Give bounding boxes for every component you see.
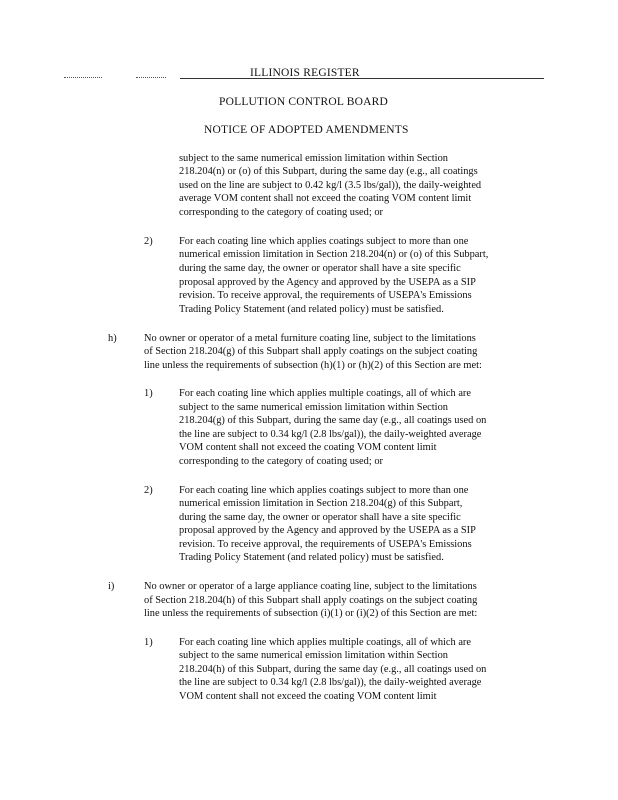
text-line: used on the line are subject to 0.42 kg/l (3.5 lbs/gal)), the daily-weighted xyxy=(179,180,482,191)
item-marker: 2) xyxy=(144,485,153,496)
register-title: ILLINOIS REGISTER xyxy=(250,67,360,79)
text-line: corresponding to the category of coating used; or xyxy=(179,207,383,218)
text-line: during the same day, the owner or operator shall have a site specific xyxy=(179,512,461,523)
text-line: corresponding to the category of coating used; or xyxy=(179,456,383,467)
text-line: For each coating line which applies coatings subject to more than one xyxy=(179,485,469,496)
text-line: proposal approved by the Agency and approved by the USEPA as a SIP xyxy=(179,277,476,288)
text-line: 218.204(h) of this Subpart, during the same day (e.g., all coatings used on xyxy=(179,664,487,675)
text-line: Trading Policy Statement (and related policy) must be satisfied. xyxy=(179,552,444,563)
text-line: during the same day, the owner or operator shall have a site specific xyxy=(179,263,461,274)
text-line: subject to the same numerical emission limitation within Section xyxy=(179,153,448,164)
scan-mark-middle xyxy=(136,77,166,78)
text-line: of Section 218.204(g) of this Subpart shall apply coatings on the subject coating xyxy=(144,346,478,357)
text-line: Trading Policy Statement (and related policy) must be satisfied. xyxy=(179,304,444,315)
text-line: subject to the same numerical emission limitation within Section xyxy=(179,402,448,413)
text-line: 218.204(g) of this Subpart, during the same day (e.g., all coatings used on xyxy=(179,415,487,426)
scan-mark-left xyxy=(64,77,102,78)
text-line: numerical emission limitation in Section 218.204(n) or (o) of this Subpart, xyxy=(179,249,489,260)
item-marker: i) xyxy=(108,581,115,592)
text-line: No owner or operator of a large appliance coating line, subject to the limitations xyxy=(144,581,477,592)
text-line: revision. To receive approval, the requirements of USEPA's Emissions xyxy=(179,290,472,301)
board-title: POLLUTION CONTROL BOARD xyxy=(219,96,389,108)
text-line: line unless the requirements of subsection (i)(1) or (i)(2) of this Section are met: xyxy=(144,608,478,619)
text-line: of Section 218.204(h) of this Subpart shall apply coatings on the subject coating xyxy=(144,595,478,606)
item-marker: h) xyxy=(108,333,117,344)
text-line: the line are subject to 0.34 kg/l (2.8 lbs/gal)), the daily-weighted average xyxy=(179,677,482,688)
text-line: For each coating line which applies multiple coatings, all of which are xyxy=(179,637,472,648)
notice-title: NOTICE OF ADOPTED AMENDMENTS xyxy=(204,124,409,136)
text-line: the line are subject to 0.34 kg/l (2.8 lbs/gal)), the daily-weighted average xyxy=(179,429,482,440)
text-line: VOM content shall not exceed the coating VOM content limit xyxy=(179,691,437,702)
text-line: numerical emission limitation in Section 218.204(g) of this Subpart, xyxy=(179,498,463,509)
text-line: average VOM content shall not exceed the coating VOM content limit xyxy=(179,193,472,204)
text-line: subject to the same numerical emission limitation within Section xyxy=(179,650,448,661)
text-line: For each coating line which applies multiple coatings, all of which are xyxy=(179,388,472,399)
text-line: For each coating line which applies coatings subject to more than one xyxy=(179,236,469,247)
item-marker: 2) xyxy=(144,236,153,247)
header-rule xyxy=(180,78,544,79)
item-marker: 1) xyxy=(144,388,153,399)
text-line: 218.204(n) or (o) of this Subpart, during the same day (e.g., all coatings xyxy=(179,166,478,177)
text-line: line unless the requirements of subsection (h)(1) or (h)(2) of this Section are met: xyxy=(144,360,482,371)
text-line: revision. To receive approval, the requirements of USEPA's Emissions xyxy=(179,539,472,550)
text-line: VOM content shall not exceed the coating VOM content limit xyxy=(179,442,437,453)
item-marker: 1) xyxy=(144,637,153,648)
text-line: No owner or operator of a metal furniture coating line, subject to the limitations xyxy=(144,333,476,344)
text-line: proposal approved by the Agency and approved by the USEPA as a SIP xyxy=(179,525,476,536)
